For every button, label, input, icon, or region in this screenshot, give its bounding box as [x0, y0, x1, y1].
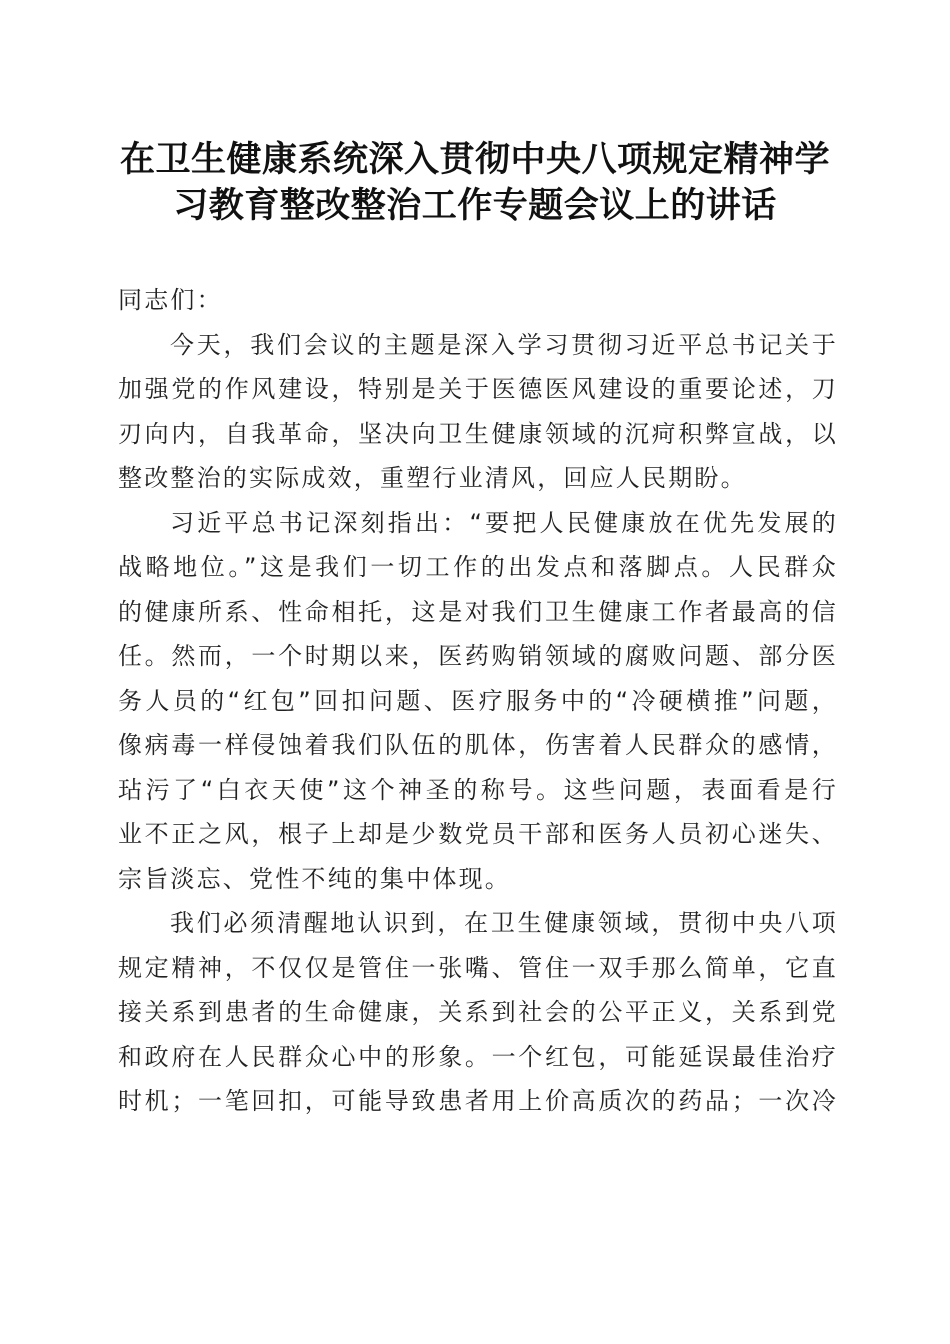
salutation [118, 278, 838, 323]
paragraph-line: 整改整治的实际成效，重塑行业清风，回应人民期盼。 [118, 464, 747, 492]
paragraph-line: 宗旨淡忘、党性不纯的集中体现。 [118, 864, 511, 893]
title-line: 习教育整改整治工作专题会议上的讲话 [173, 185, 777, 226]
salutation-text: 同志们： [118, 286, 223, 314]
paragraph [118, 323, 838, 501]
title-line: 在卫生健康系统深入贯彻中央八项规定精神学 [119, 139, 830, 180]
paragraph-line: 玷污了“白衣天使”这个神圣的称号。这些问题，表面看是行 [118, 775, 838, 804]
paragraph-line: 今天，我们会议的主题是深入学习贯彻习近平总书记关于 [170, 330, 838, 359]
paragraph-line: 我们必须清醒地认识到，在卫生健康领域，贯彻中央八项 [170, 909, 838, 937]
paragraph-line: 的健康所系、性命相托，这是对我们卫生健康工作者最高的信 [118, 597, 838, 626]
paragraph [118, 501, 838, 902]
paragraph-line: 加强党的作风建设，特别是关于医德医风建设的重要论述，刀 [118, 375, 838, 403]
paragraph-line: 务人员的“红包”回扣问题、医疗服务中的“冷硬横推”问题， [118, 686, 838, 715]
paragraph-line: 规定精神，不仅仅是管住一张嘴、管住一双手那么简单，它直 [118, 953, 838, 982]
paragraph [118, 901, 838, 1124]
paragraph-line: 刃向内，自我革命，坚决向卫生健康领域的沉疴积弊宣战，以 [118, 419, 838, 448]
document-body [118, 278, 838, 1124]
paragraph-line: 业不正之风，根子上却是少数党员干部和医务人员初心迷失、 [118, 820, 838, 848]
paragraph-line: 接关系到患者的生命健康，关系到社会的公平正义，关系到党 [118, 998, 838, 1026]
paragraph-line: 像病毒一样侵蚀着我们队伍的肌体，伤害着人民群众的感情， [118, 731, 838, 759]
document-title [100, 137, 850, 229]
paragraph-line: 和政府在人民群众心中的形象。一个红包，可能延误最佳治疗 [118, 1042, 838, 1071]
paragraph-line: 任。然而，一个时期以来，医药购销领域的腐败问题、部分医 [118, 642, 838, 670]
paragraph-line: 习近平总书记深刻指出：“要把人民健康放在优先发展的 [170, 508, 838, 537]
paragraph-line: 时机；一笔回扣，可能导致患者用上价高质次的药品；一次冷 [118, 1087, 838, 1115]
paragraph-line: 战略地位。”这是我们一切工作的出发点和落脚点。人民群众 [118, 553, 838, 581]
